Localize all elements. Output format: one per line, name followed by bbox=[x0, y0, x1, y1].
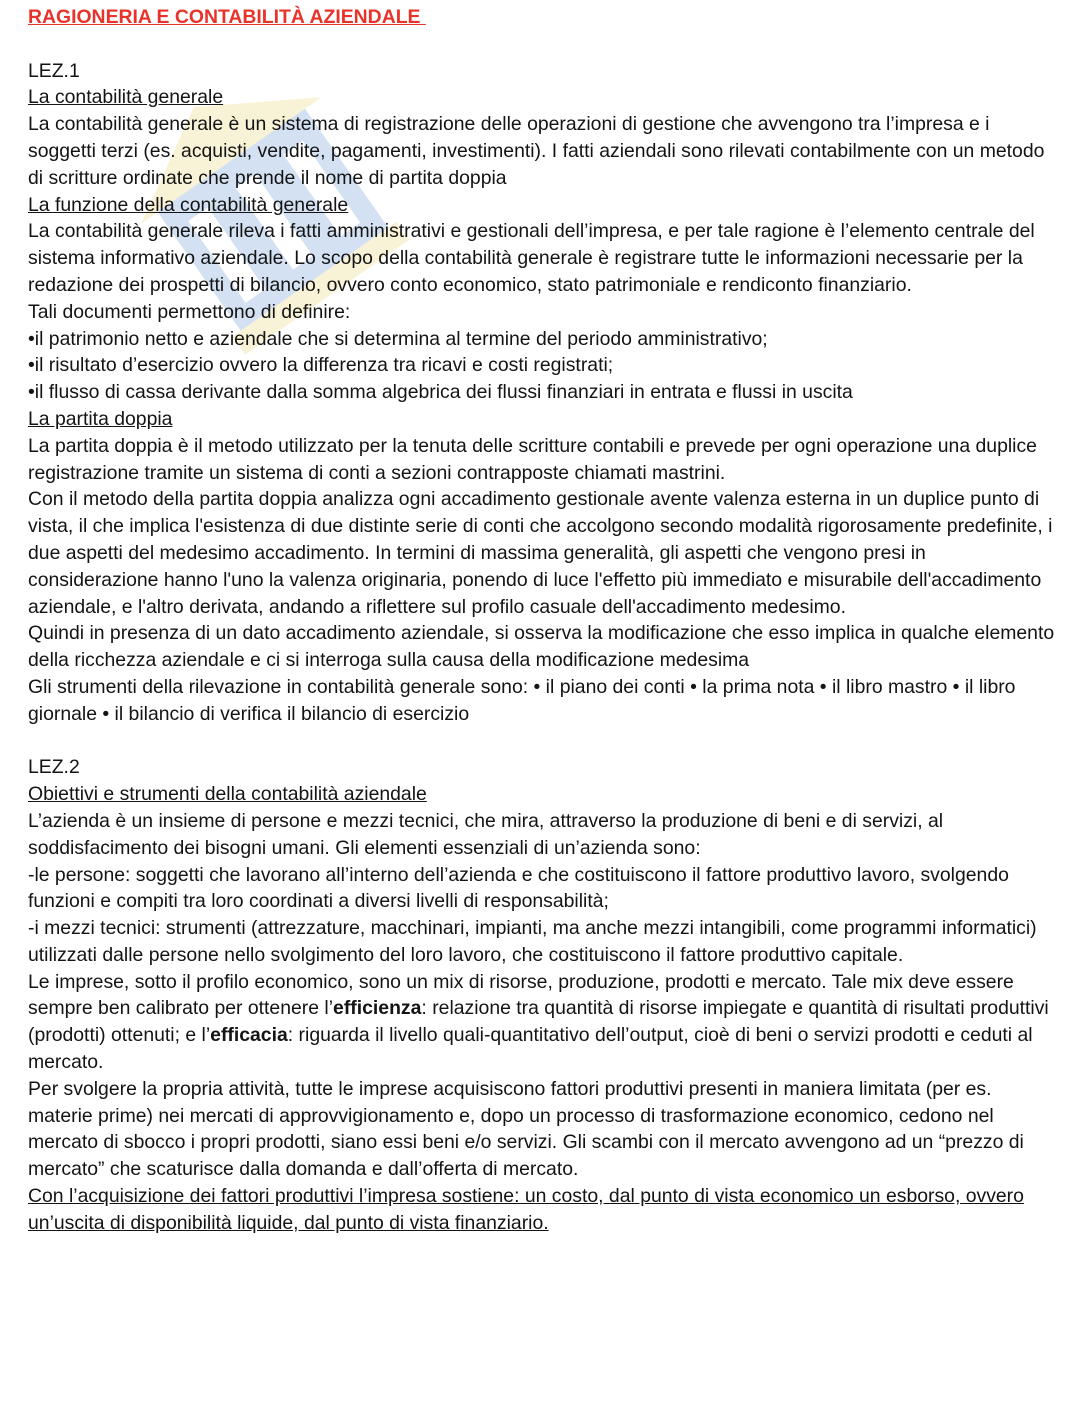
lesson-2-label: LEZ.2 bbox=[28, 756, 80, 779]
paragraph: Quindi in presenza di un dato accadimento aziendale, si osserva la modificazione che esso implica in qualche elemento della ricchezza aziendale e ci si interroga sulla causa della modificazione medesima bbox=[28, 622, 1055, 672]
paragraph: Tali documenti permettono di definire: bbox=[28, 300, 351, 323]
bold-term-efficienza: efficienza bbox=[333, 997, 422, 1020]
heading-funzione-contabilita: La funzione della contabilità generale bbox=[28, 193, 349, 216]
bold-term-efficacia: efficacia bbox=[210, 1024, 288, 1047]
document-page bbox=[28, 4, 1058, 1237]
underlined-paragraph: Con l’acquisizione dei fattori produttivi l’impresa sostiene: un costo, dal punto di vista economico un esborso, ovvero un’uscita di disponibilità liquide, dal punto di vista finanziario. bbox=[28, 1185, 1024, 1234]
paragraph: Per svolgere la propria attività, tutte le imprese acquisiscono fattori produttivi presenti in maniera limitata (per es. materie prime) nei mercati di approvvigionamento e, dopo un processo di trasformazione economico, cedono nel mercato di sbocco i propri prodotti, siano essi beni e/o servizi. Gli scambi con il mercato avvengono ad un “prezzo di mercato” che scaturisce dalla domanda e dall’offerta di mercato. bbox=[28, 1077, 1024, 1181]
paragraph: La contabilità generale è un sistema di registrazione delle operazioni di gestione che avvengono tra l’impresa e i soggetti terzi (es. acquisti, vendite, pagamenti, investimenti). I fatti aziendali sono rilevati contabilmente con un metodo di scritture ordinate che prende il nome di partita doppia bbox=[28, 113, 1045, 189]
text-run: : relazione tra quantità di risorse impiegate e quantità di risultati produttivi (prodotti) ottenuti; e l’ bbox=[28, 997, 1049, 1047]
heading-partita-doppia: La partita doppia bbox=[28, 407, 173, 430]
heading-contabilita-generale: La contabilità generale bbox=[28, 86, 224, 109]
spacer bbox=[28, 728, 1058, 755]
text-run: : riguarda il livello quali-quantitativo dell’output, cioè di beni o servizi prodotti e ceduti al mercato. bbox=[28, 1024, 1033, 1074]
bullet-item: •il risultato d’esercizio ovvero la differenza tra ricavi e costi registrati; bbox=[28, 354, 614, 377]
paragraph: -i mezzi tecnici: strumenti (attrezzature, macchinari, impianti, ma anche mezzi intangibili, come programmi informatici) utilizzati dalle persone nello svolgimento del loro lavoro, che costituiscono il fattore produttivo capitale. bbox=[28, 917, 1037, 966]
bullet-item: •il flusso di cassa derivante dalla somma algebrica dei flussi finanziari in entrata e flussi in uscita bbox=[28, 381, 853, 404]
bullet-item: •il patrimonio netto e aziendale che si determina al termine del periodo amministrativo; bbox=[28, 327, 768, 350]
paragraph-efficienza-efficacia bbox=[28, 969, 1058, 1076]
document-title: RAGIONERIA E CONTABILITÀ AZIENDALE bbox=[28, 6, 426, 28]
heading-obiettivi-strumenti: Obiettivi e strumenti della contabilità aziendale bbox=[28, 783, 427, 806]
text-run: Le imprese, sotto il profilo economico, sono un mix di risorse, produzione, prodotti e mercato. Tale mix deve essere sempre ben calibrato per ottenere l’ bbox=[28, 970, 1014, 1020]
paragraph: -le persone: soggetti che lavorano all’interno dell’azienda e che costituiscono il fattore produttivo lavoro, svolgendo funzioni e compiti tra loro coordinati a diversi livelli di responsabilità; bbox=[28, 863, 1009, 913]
paragraph: La partita doppia è il metodo utilizzato per la tenuta delle scritture contabili e prevede per ogni operazione una duplice registrazione tramite un sistema di conti a sezioni contrapposte chiamati mastrini. bbox=[28, 434, 1037, 484]
paragraph: Con il metodo della partita doppia analizza ogni accadimento gestionale avente valenza esterna in un duplice punto di vista, il che implica l'esistenza di due distinte serie di conti che accolgono secondo modalità rigorosamente predefinite, i due aspetti del medesimo accadimento. In termini di massima generalità, gli aspetti che vengono presi in considerazione hanno l'uno la valenza originaria, ponendo di luce l'effetto più immediato e misurabile dell'accadimento aziendale, e l'altro derivata, andando a riflettere sul profilo casuale dell'accadimento medesimo. bbox=[28, 488, 1053, 618]
paragraph: Gli strumenti della rilevazione in contabilità generale sono: • il piano dei conti • la prima nota • il libro mastro • il libro giornale • il bilancio di verifica il bilancio di esercizio bbox=[28, 675, 1016, 725]
paragraph: L’azienda è un insieme di persone e mezzi tecnici, che mira, attraverso la produzione di beni e di servizi, al soddisfacimento dei bisogni umani. Gli elementi essenziali di un’azienda sono: bbox=[28, 809, 944, 859]
lesson-1-label: LEZ.1 bbox=[28, 59, 80, 82]
spacer bbox=[28, 31, 1058, 58]
paragraph: La contabilità generale rileva i fatti amministrativi e gestionali dell’impresa, e per tale ragione è l’elemento centrale del sistema informativo aziendale. Lo scopo della contabilità generale è registrare tutte le informazioni necessarie per la redazione dei prospetti di bilancio, ovvero conto economico, stato patrimoniale e rendiconto finanziario. bbox=[28, 220, 1035, 296]
